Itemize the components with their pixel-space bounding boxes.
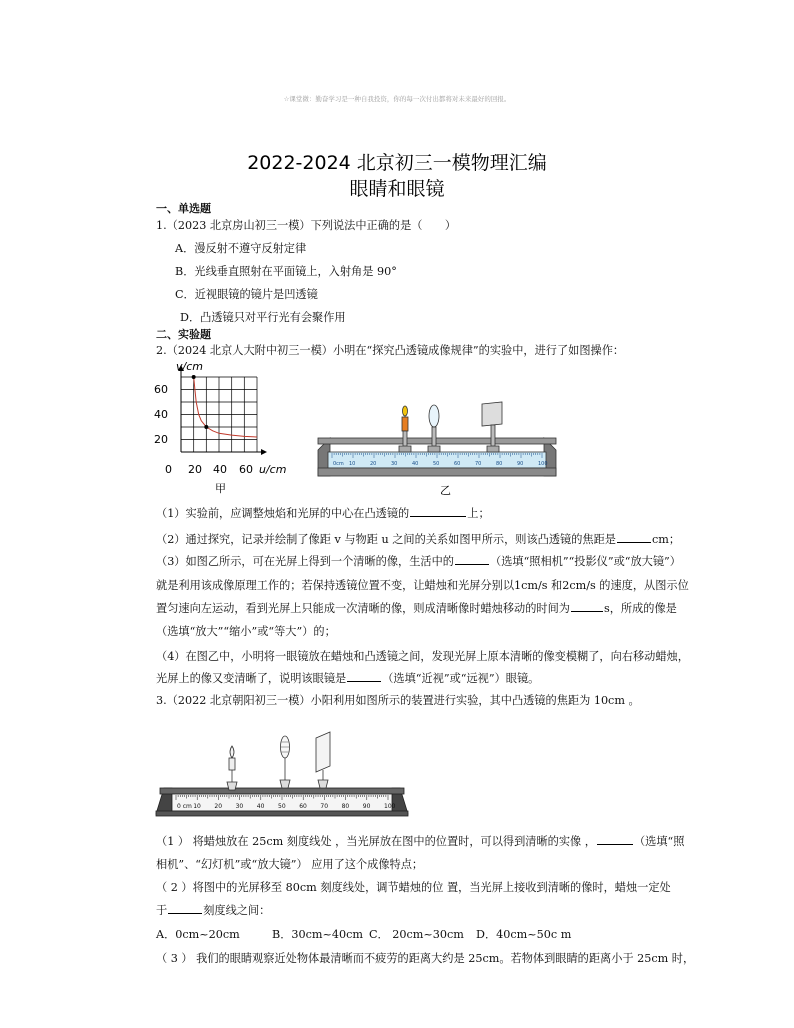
answer-blank — [168, 912, 202, 914]
q3-option-c: C． 20cm~30cm — [369, 928, 464, 941]
graph-curve — [194, 377, 257, 437]
graph-point — [192, 375, 196, 379]
q2-part3d: （选填“放大”“缩小”或“等大”）的； — [156, 625, 336, 638]
q1-option-a: A．漫反射不遵守反射定律 — [175, 242, 307, 255]
scale-label: 20 — [214, 803, 223, 810]
scale-label: 0 cm — [177, 803, 192, 810]
q2-optical-bench — [312, 398, 562, 498]
lens — [428, 405, 440, 452]
scale-label: 30 — [391, 461, 398, 467]
q1-stem: 1.（2023 北京房山初三一模）下列说法中正确的是（ ） — [156, 219, 457, 232]
q3-optical-bench — [150, 730, 415, 825]
scale-label: 70 — [320, 803, 329, 810]
screen — [316, 732, 330, 788]
graph-grid — [181, 377, 257, 452]
scale-label: 30 — [235, 803, 244, 810]
q2-part3c: 置匀速向左运动，看到光屏上只能成一次清晰的像，则成清晰像时蜡烛移动的时间为 s，所成的像是 — [156, 602, 677, 615]
q2-stem: 2.（2024 北京人大附中初三一模）小明在“探究凸透镜成像规律”的实验中，进行了如图操作： — [156, 344, 625, 357]
scale-label: 90 — [517, 461, 524, 467]
graph-xtick-60: 60 — [239, 463, 253, 476]
scale-label: 0cm — [333, 461, 344, 467]
answer-blank — [410, 515, 466, 517]
scale-label: 40 — [256, 803, 265, 810]
graph-ytick-40: 40 — [154, 408, 168, 421]
graph-y-label: v/cm — [176, 360, 203, 373]
graph-caption: 甲 — [215, 482, 226, 495]
graph-ytick-60: 60 — [154, 383, 168, 396]
q3-part1a: （1 ） 将蜡烛放在 25cm 刻度线处 ，当光屏放在图中的位置时，可以得到清晰的实像 ， （选填“照 — [156, 835, 685, 848]
watermark-text: ☆课堂微：勤奋学习是一种自我投资，你的每一次付出都将对未来最好的回报。 — [283, 95, 511, 103]
scale-label: 40 — [412, 461, 419, 467]
answer-blank — [571, 610, 603, 612]
q2-part4b: 光屏上的像又变清晰了，说明该眼镜是 （选填“近视”或“远视”）眼镜。 — [156, 672, 540, 685]
q3-stem: 3.（2022 北京朝阳初三一模）小阳利用如图所示的装置进行实验，其中凸透镜的焦距为 10cm 。 — [156, 694, 640, 707]
candle — [227, 746, 237, 790]
scale-label: 50 — [433, 461, 440, 467]
scale-label: 90 — [362, 803, 371, 810]
scale-label: 80 — [341, 803, 350, 810]
scale-label: 60 — [454, 461, 461, 467]
q3-part1b: 相机”、“幻灯机”或“放大镜”） 应用了这个成像特点； — [156, 858, 424, 871]
scale-label: 10 — [193, 803, 201, 810]
q1-option-d: D．凸透镜只对平行光有会聚作用 — [180, 311, 346, 324]
q2-part2: （2）通过探究，记录并绘制了像距 v 与物距 u 之间的关系如图甲所示，则该凸透镜的焦距是 cm； — [156, 533, 681, 546]
lens — [280, 736, 290, 788]
graph-xtick-20: 20 — [188, 463, 202, 476]
page-title: 2022-2024 北京初三一模物理汇编 — [247, 152, 547, 174]
answer-blank — [597, 843, 633, 845]
q2-part3b: 就是利用该成像原理工作的；若保持透镜位置不变，让蜡烛和光屏分别以1cm/s 和2cm/s 的速度，从图示位 — [156, 579, 689, 592]
scale-label: 100 — [538, 461, 548, 467]
bench-caption: 乙 — [440, 484, 451, 497]
section-heading-experiment: 二、实验题 — [156, 328, 211, 341]
scale-label: 100 — [384, 803, 396, 810]
scale-label: 70 — [475, 461, 482, 467]
graph-ytick-20: 20 — [154, 433, 168, 446]
q3-part2a: （ 2 ）将图中的光屏移至 80cm 刻度线处，调节蜡烛的位 置，当光屏上接收到清晰的像时，蜡烛一定处 — [156, 881, 671, 894]
scale-label: 60 — [299, 803, 307, 810]
scale-label: 10 — [349, 461, 356, 467]
q2-part4a: （4）在图乙中，小明将一眼镜放在蜡烛和凸透镜之间，发现光屏上原本清晰的像变模糊了，向右移动蜡烛， — [156, 650, 689, 663]
page-subtitle: 眼睛和眼镜 — [349, 178, 445, 200]
q3-part3: （ 3 ） 我们的眼睛观察近处物体最清晰而不疲劳的距离大约是 25cm。若物体到眼睛的距离小于 25cm 时， — [156, 952, 695, 965]
screen — [482, 402, 502, 452]
graph-xtick-0: 0 — [165, 463, 172, 476]
answer-blank — [347, 680, 381, 682]
q3-option-d: D．40cm~50c m — [476, 928, 572, 941]
graph-xtick-40: 40 — [213, 463, 227, 476]
q3-option-a: A．0cm~20cm — [156, 928, 240, 941]
section-heading-single-choice: 一、单选题 — [156, 202, 211, 215]
q2-part3a: （3）如图乙所示，可在光屏上得到一个清晰的像，生活中的 （选填“照相机”“投影仪”或“放大镜”） — [156, 555, 681, 568]
q3-option-b: B．30cm~40cm — [272, 928, 364, 941]
answer-blank — [455, 563, 489, 565]
answer-blank — [617, 541, 651, 543]
q2-graph-jia — [150, 358, 300, 498]
scale-label: 80 — [496, 461, 503, 467]
scale-label: 50 — [278, 803, 286, 810]
q2-part1: （1）实验前，应调整烛焰和光屏的中心在凸透镜的 上； — [156, 507, 490, 520]
q3-part2b: 于 刻度线之间： — [156, 904, 271, 917]
graph-x-label: u/cm — [259, 463, 287, 476]
candle — [399, 406, 411, 452]
q1-option-b: B．光线垂直照射在平面镜上，入射角是 90° — [175, 265, 397, 278]
q1-option-c: C．近视眼镜的镜片是凹透镜 — [175, 288, 318, 301]
scale-label: 20 — [370, 461, 377, 467]
graph-point — [204, 425, 208, 429]
